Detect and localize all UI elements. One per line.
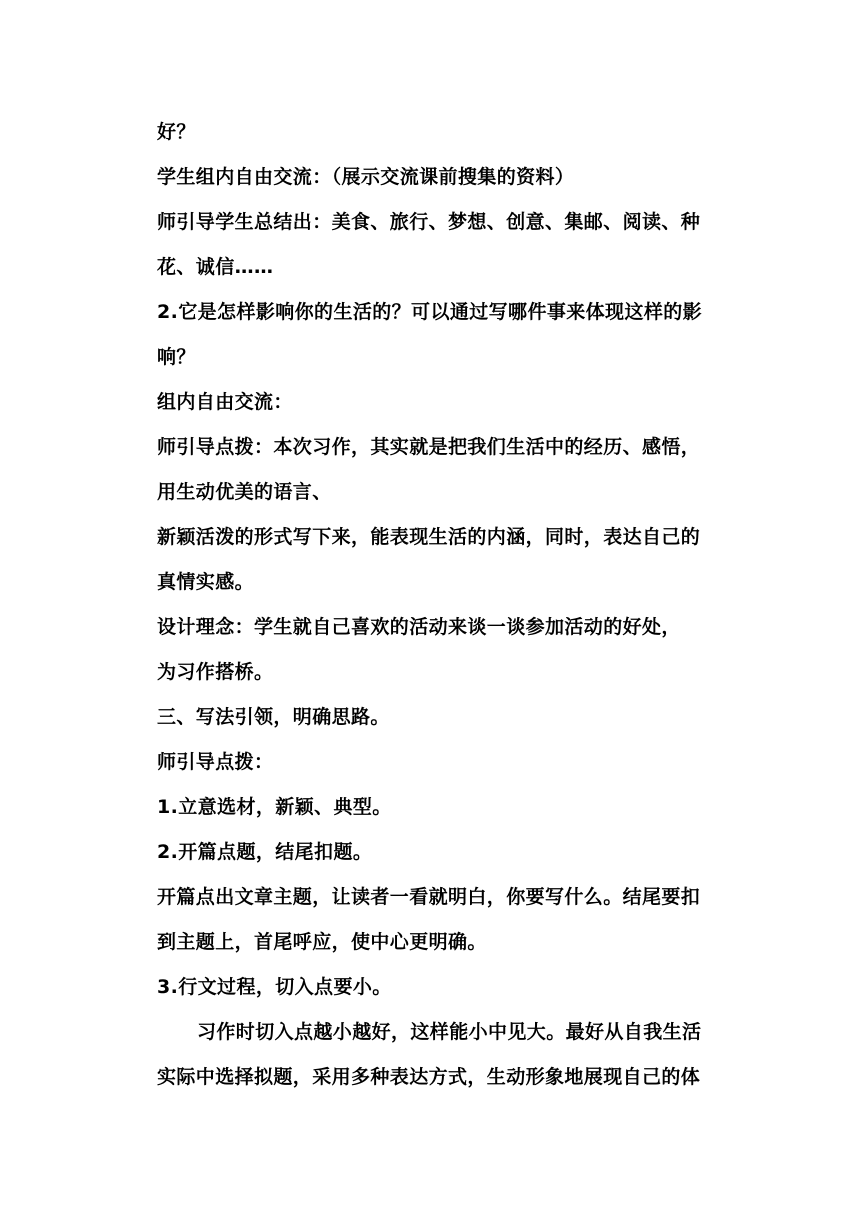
text-line: 2.它是怎样影响你的生活的？可以通过写哪件事来体现这样的影 xyxy=(157,301,703,323)
text-line: 好？ xyxy=(157,121,196,143)
document-body xyxy=(157,110,737,1100)
list-item: 3.行文过程，切入点要小。 xyxy=(157,976,392,998)
text-line: 用生动优美的语言、 xyxy=(157,481,332,503)
list-item: 1.立意选材，新颖、典型。 xyxy=(157,796,392,818)
text-line: 师引导点拨： xyxy=(157,751,274,773)
text-line: 实际中选择拟题，采用多种表达方式，生动形象地展现自己的体 xyxy=(157,1066,701,1088)
text-line: 开篇点出文章主题，让读者一看就明白，你要写什么。结尾要扣 xyxy=(157,886,701,908)
text-line: 师引导学生总结出：美食、旅行、梦想、创意、集邮、阅读、种 xyxy=(157,211,701,233)
list-item: 2.开篇点题，结尾扣题。 xyxy=(157,841,373,863)
text-line: 组内自由交流： xyxy=(157,391,293,413)
text-line: 为习作搭桥。 xyxy=(157,661,274,683)
text-line: 到主题上，首尾呼应，使中心更明确。 xyxy=(157,931,487,953)
text-line: 真情实感。 xyxy=(157,571,255,593)
text-line: 学生组内自由交流：（展示交流课前搜集的资料） xyxy=(157,166,575,188)
text-line: 花、诚信…… xyxy=(157,256,274,278)
text-line: 响？ xyxy=(157,346,196,368)
indented-paragraph-line: 习作时切入点越小越好，这样能小中见大。最好从自我生活 xyxy=(197,1021,702,1043)
section-heading: 三、写法引领，明确思路。 xyxy=(157,706,390,728)
text-line: 师引导点拨：本次习作，其实就是把我们生活中的经历、感悟， xyxy=(157,436,701,458)
text-line: 设计理念：学生就自己喜欢的活动来谈一谈参加活动的好处， xyxy=(157,616,681,638)
text-line: 新颖活泼的形式写下来，能表现生活的内涵，同时，表达自己的 xyxy=(157,526,701,548)
